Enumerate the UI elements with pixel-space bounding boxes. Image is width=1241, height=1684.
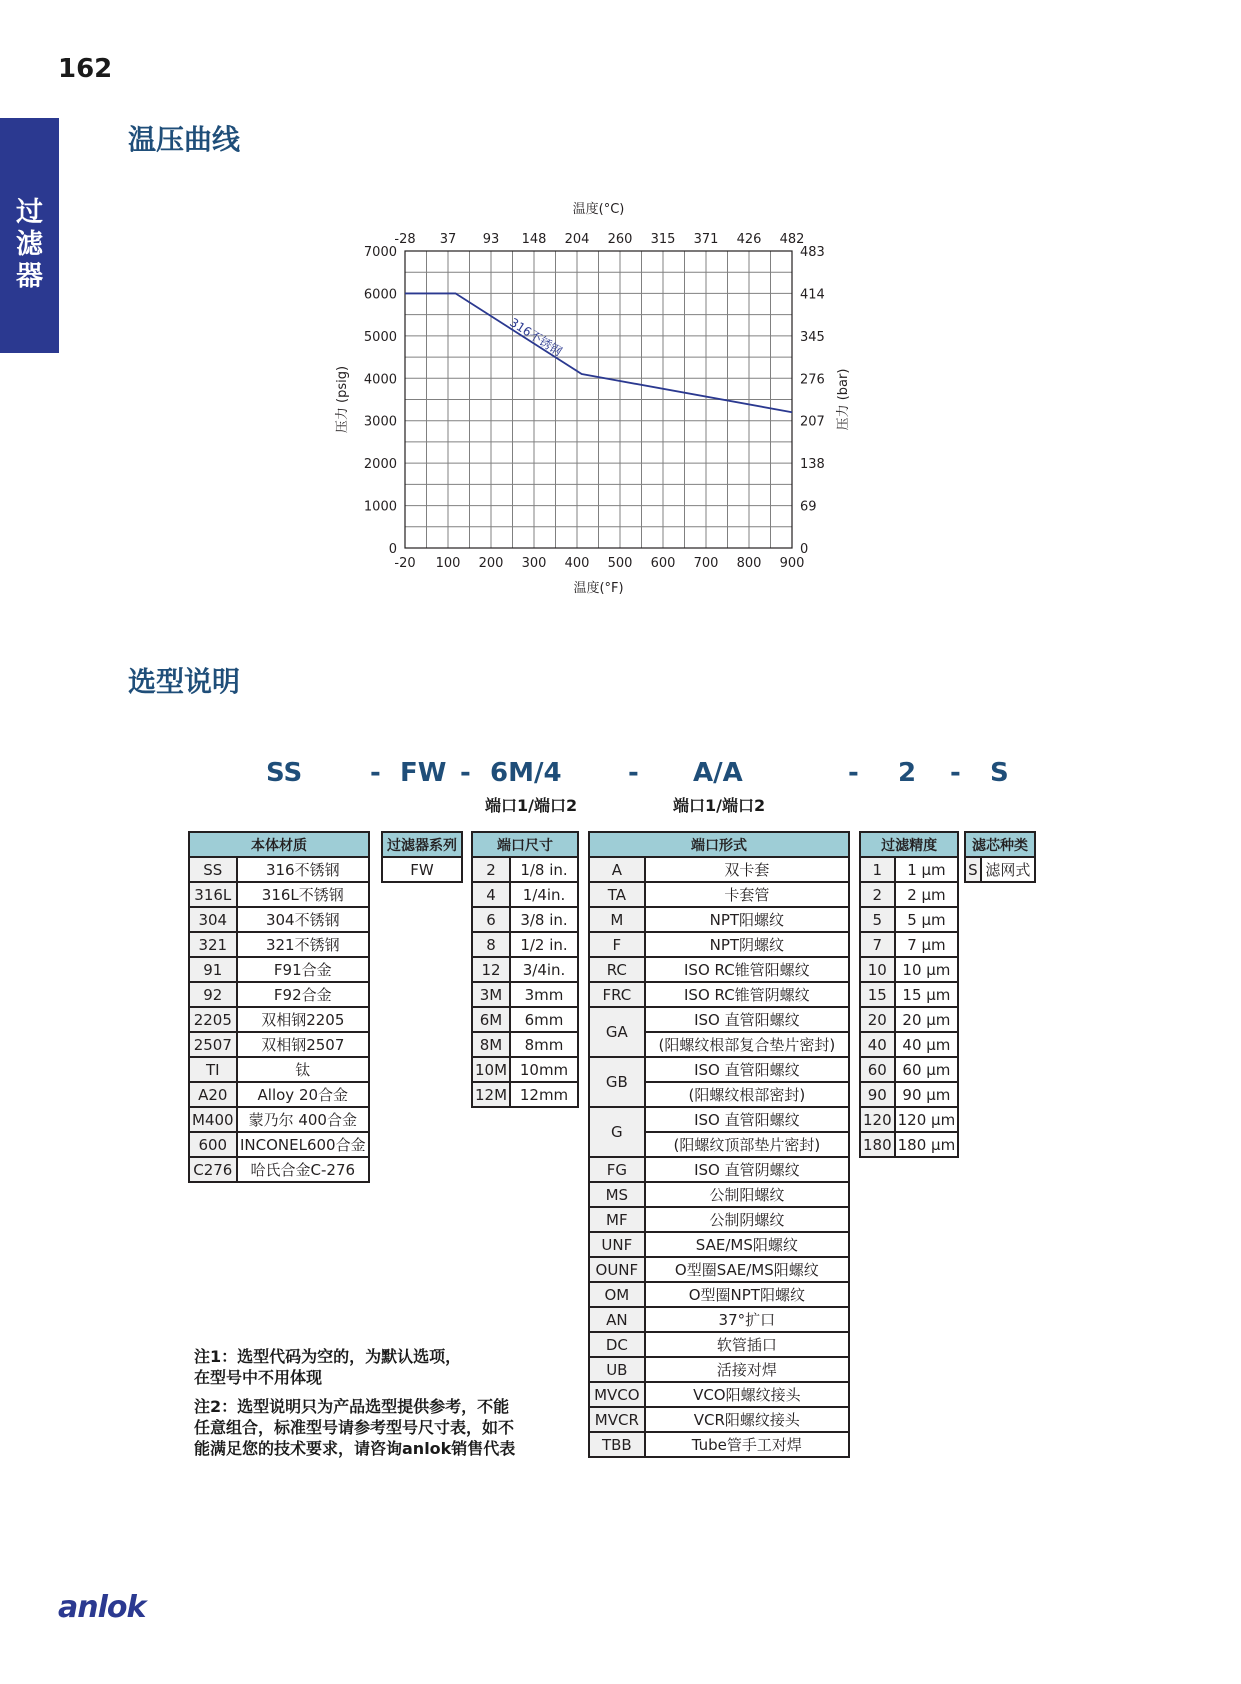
table-header-row: [382, 832, 462, 857]
desc-cell: INCONEL600合金: [237, 1132, 369, 1157]
table-row: [472, 857, 578, 882]
table-row: [965, 857, 1035, 882]
table-row: [189, 1057, 369, 1082]
table-row: [472, 957, 578, 982]
code-dash: -: [628, 758, 639, 788]
y-axis-title-left: 压力 (psig): [335, 365, 350, 434]
desc-cell: 公制阳螺纹: [645, 1182, 849, 1207]
table-row: [189, 1082, 369, 1107]
desc-cell: 3mm: [510, 982, 578, 1007]
table-row: [589, 982, 849, 1007]
code-cell: MS: [589, 1182, 645, 1207]
code-cell: MF: [589, 1207, 645, 1232]
code-cell: SS: [189, 857, 237, 882]
x-axis-title-bottom: 温度(°F): [573, 581, 624, 596]
desc-cell: ISO 直管阳螺纹: [645, 1007, 849, 1032]
desc-cell: SAE/MS阳螺纹: [645, 1232, 849, 1257]
desc-cell: 12mm: [510, 1082, 578, 1107]
table-row: [589, 1232, 849, 1257]
code-cell: 2: [860, 882, 895, 907]
desc-cell: 90 μm: [895, 1082, 959, 1107]
code-cell: 12: [472, 957, 510, 982]
note-2: [194, 1396, 574, 1459]
table-row: [860, 857, 958, 882]
x-tick-label-bottom: 500: [607, 556, 633, 571]
code-cell: 2205: [189, 1007, 237, 1032]
table-row: [589, 957, 849, 982]
x-tick-label-top: 482: [779, 232, 805, 247]
desc-cell: (阳螺纹顶部垫片密封): [645, 1132, 849, 1157]
table-row: [589, 932, 849, 957]
y-tick-label-right: 0: [800, 542, 809, 557]
code-cell: MVCO: [589, 1382, 645, 1407]
table-header: 端口形式: [589, 832, 849, 857]
table-header-row: [589, 832, 849, 857]
code-port-label: 端口1/端口2: [485, 796, 578, 815]
table-port-type: [588, 831, 850, 1458]
x-tick-label-bottom: 800: [736, 556, 762, 571]
table-header: 过滤器系列: [382, 832, 462, 857]
code-cell: 40: [860, 1032, 895, 1057]
code-cell: 10M: [472, 1057, 510, 1082]
series-label: 316不锈钢: [507, 315, 565, 359]
code-cell: TA: [589, 882, 645, 907]
table-row: [189, 1032, 369, 1057]
table-row: [189, 982, 369, 1007]
y-tick-label-right: 483: [800, 245, 825, 260]
code-port-type: A/A: [693, 758, 743, 788]
desc-cell: Alloy 20合金: [237, 1082, 369, 1107]
x-axis-title-top: 温度(°C): [572, 202, 625, 217]
desc-cell: 2 μm: [895, 882, 959, 907]
code-cell: 180: [860, 1132, 895, 1157]
pressure-temperature-chart: [320, 195, 860, 605]
y-tick-label-right: 345: [800, 329, 825, 345]
desc-cell: 活接对焊: [645, 1357, 849, 1382]
y-tick-label-left: 1000: [363, 499, 397, 515]
table-row: [589, 1207, 849, 1232]
desc-cell: 180 μm: [895, 1132, 959, 1157]
table-header-row: [189, 832, 369, 857]
table-row: [860, 1132, 958, 1157]
table-row: [860, 907, 958, 932]
code-cell: 6: [472, 907, 510, 932]
table-row: [589, 1407, 849, 1432]
code-cell: GA: [589, 1007, 645, 1057]
table-row: [589, 1057, 849, 1082]
code-cell: 1: [860, 857, 895, 882]
table-row: [589, 1282, 849, 1307]
code-port-label: 端口1/端口2: [673, 796, 766, 815]
x-tick-label-top: 371: [693, 232, 719, 247]
table-header-row: [472, 832, 578, 857]
y-tick-label-left: 3000: [363, 414, 397, 430]
code-cell: 92: [189, 982, 237, 1007]
side-tab-char: 器: [16, 261, 43, 292]
table-row: [860, 882, 958, 907]
code-cell: 5: [860, 907, 895, 932]
code-cell: 3M: [472, 982, 510, 1007]
desc-cell: VCR阳螺纹接头: [645, 1407, 849, 1432]
x-tick-label-bottom: -20: [394, 556, 416, 571]
table-row: [382, 857, 462, 882]
code-cell: 2: [472, 857, 510, 882]
code-dash: -: [370, 758, 381, 788]
desc-cell: 37°扩口: [645, 1307, 849, 1332]
desc-cell: 304不锈钢: [237, 907, 369, 932]
table-element-type: [964, 831, 1036, 883]
code-cell: TI: [189, 1057, 237, 1082]
table-row: [589, 1382, 849, 1407]
desc-cell: 软管插口: [645, 1332, 849, 1357]
desc-cell: 蒙乃尔 400合金: [237, 1107, 369, 1132]
desc-cell: 5 μm: [895, 907, 959, 932]
table-row: [189, 857, 369, 882]
desc-cell: 1/4in.: [510, 882, 578, 907]
desc-cell: 60 μm: [895, 1057, 959, 1082]
x-tick-label-top: 37: [439, 232, 457, 247]
code-size: 6M/4: [490, 758, 562, 788]
table-row: [589, 1432, 849, 1457]
table-row: [860, 957, 958, 982]
table-filter-series: [381, 831, 463, 883]
code-cell: GB: [589, 1057, 645, 1107]
desc-cell: 公制阴螺纹: [645, 1207, 849, 1232]
desc-cell: 40 μm: [895, 1032, 959, 1057]
desc-cell: NPT阴螺纹: [645, 932, 849, 957]
x-tick-label-bottom: 200: [478, 556, 504, 571]
code-cell: 316L: [189, 882, 237, 907]
code-cell: 8M: [472, 1032, 510, 1057]
y-tick-label-right: 414: [800, 287, 825, 303]
desc-cell: 滤网式: [981, 857, 1035, 882]
desc-cell: 1 μm: [895, 857, 959, 882]
y-tick-label-right: 207: [800, 414, 825, 430]
code-cell: G: [589, 1107, 645, 1157]
table-row: [589, 1357, 849, 1382]
desc-cell: 10mm: [510, 1057, 578, 1082]
code-dash: -: [848, 758, 859, 788]
code-cell: 60: [860, 1057, 895, 1082]
brand-logo: anlok: [58, 1590, 146, 1625]
table-row: [589, 1007, 849, 1032]
desc-cell: 120 μm: [895, 1107, 959, 1132]
table-filter-precision: [859, 831, 959, 1158]
desc-cell: 6mm: [510, 1007, 578, 1032]
table-row: [860, 1107, 958, 1132]
table-row: [589, 882, 849, 907]
desc-cell: 双相钢2507: [237, 1032, 369, 1057]
x-tick-label-top: 204: [564, 232, 590, 247]
y-tick-label-right: 138: [800, 457, 825, 473]
code-cell: 20: [860, 1007, 895, 1032]
x-tick-label-top: 426: [736, 232, 762, 247]
desc-cell: 316L不锈钢: [237, 882, 369, 907]
desc-cell: FW: [382, 857, 462, 882]
code-cell: OM: [589, 1282, 645, 1307]
table-row: [860, 1032, 958, 1057]
x-tick-label-top: 260: [607, 232, 633, 247]
desc-cell: 8mm: [510, 1032, 578, 1057]
code-cell: DC: [589, 1332, 645, 1357]
table-row: [189, 907, 369, 932]
y-tick-label-left: 5000: [363, 329, 397, 345]
code-cell: 10: [860, 957, 895, 982]
table-row: [189, 1157, 369, 1182]
x-tick-label-top: 148: [521, 232, 547, 247]
note-1: [194, 1346, 554, 1388]
desc-cell: ISO RC锥管阳螺纹: [645, 957, 849, 982]
side-tab-char: 滤: [16, 229, 43, 260]
desc-cell: 卡套管: [645, 882, 849, 907]
table-header: 本体材质: [189, 832, 369, 857]
y-axis-title-right: 压力 (bar): [836, 368, 851, 431]
x-tick-label-bottom: 600: [650, 556, 676, 571]
code-material: SS: [266, 758, 303, 788]
x-tick-label-top: 93: [482, 232, 500, 247]
desc-cell: 316不锈钢: [237, 857, 369, 882]
desc-cell: O型圈NPT阳螺纹: [645, 1282, 849, 1307]
y-tick-label-right: 69: [800, 499, 817, 515]
table-header: 端口尺寸: [472, 832, 578, 857]
table-row: [472, 982, 578, 1007]
table-row: [589, 1182, 849, 1207]
code-cell: 12M: [472, 1082, 510, 1107]
code-dash: -: [950, 758, 961, 788]
side-tab: [0, 118, 59, 353]
code-cell: 4: [472, 882, 510, 907]
x-tick-label-top: -28: [394, 232, 416, 247]
x-tick-label-bottom: 400: [564, 556, 590, 571]
code-cell: MVCR: [589, 1407, 645, 1432]
table-header-row: [965, 832, 1035, 857]
table-row: [860, 982, 958, 1007]
code-element: S: [990, 758, 1009, 788]
table-header: 滤芯种类: [965, 832, 1035, 857]
y-tick-label-left: 4000: [363, 372, 397, 388]
note-line: 注2：选型说明只为产品选型提供参考，不能: [194, 1397, 510, 1416]
y-tick-label-left: 2000: [363, 457, 397, 473]
code-cell: FRC: [589, 982, 645, 1007]
code-cell: S: [965, 857, 981, 882]
x-tick-label-bottom: 700: [693, 556, 719, 571]
code-cell: A: [589, 857, 645, 882]
desc-cell: ISO 直管阳螺纹: [645, 1057, 849, 1082]
desc-cell: F91合金: [237, 957, 369, 982]
code-cell: FG: [589, 1157, 645, 1182]
table-row: [589, 857, 849, 882]
table-row: [189, 882, 369, 907]
x-tick-label-bottom: 300: [521, 556, 547, 571]
section-title-selection: 选型说明: [128, 665, 241, 698]
desc-cell: 321不锈钢: [237, 932, 369, 957]
side-tab-char: 过: [16, 197, 43, 228]
x-tick-label-bottom: 100: [435, 556, 461, 571]
desc-cell: 1/2 in.: [510, 932, 578, 957]
page-number: 162: [58, 54, 113, 84]
desc-cell: 10 μm: [895, 957, 959, 982]
code-cell: RC: [589, 957, 645, 982]
desc-cell: 双相钢2205: [237, 1007, 369, 1032]
code-cell: 600: [189, 1132, 237, 1157]
table-row: [589, 1307, 849, 1332]
code-cell: TBB: [589, 1432, 645, 1457]
code-cell: 321: [189, 932, 237, 957]
table-row: [472, 1057, 578, 1082]
note-line: 在型号中不用体现: [194, 1368, 323, 1387]
y-tick-label-left: 6000: [363, 287, 397, 303]
table-row: [472, 1082, 578, 1107]
code-cell: 2507: [189, 1032, 237, 1057]
code-cell: F: [589, 932, 645, 957]
table-row: [189, 1107, 369, 1132]
code-cell: 120: [860, 1107, 895, 1132]
desc-cell: Tube管手工对焊: [645, 1432, 849, 1457]
table-row: [589, 1157, 849, 1182]
table-row: [860, 932, 958, 957]
code-dash: -: [460, 758, 471, 788]
table-row: [472, 1007, 578, 1032]
table-header-row: [860, 832, 958, 857]
table-row: [189, 957, 369, 982]
desc-cell: ISO 直管阴螺纹: [645, 1157, 849, 1182]
x-tick-label-top: 315: [650, 232, 676, 247]
table-row: [589, 907, 849, 932]
note-line: 能满足您的技术要求，请咨询anlok销售代表: [194, 1439, 516, 1458]
table-row: [589, 1257, 849, 1282]
section-title-curve: 温压曲线: [128, 123, 241, 156]
code-series: FW: [400, 758, 447, 788]
desc-cell: ISO 直管阳螺纹: [645, 1107, 849, 1132]
code-cell: M400: [189, 1107, 237, 1132]
desc-cell: 1/8 in.: [510, 857, 578, 882]
table-row: [189, 1132, 369, 1157]
table-row: [860, 1057, 958, 1082]
table-row: [189, 932, 369, 957]
table-row: [472, 932, 578, 957]
desc-cell: ISO RC锥管阴螺纹: [645, 982, 849, 1007]
code-cell: A20: [189, 1082, 237, 1107]
desc-cell: 哈氏合金C-276: [237, 1157, 369, 1182]
table-row: [589, 1332, 849, 1357]
table-row: [472, 907, 578, 932]
desc-cell: 3/8 in.: [510, 907, 578, 932]
desc-cell: NPT阳螺纹: [645, 907, 849, 932]
desc-cell: 7 μm: [895, 932, 959, 957]
desc-cell: F92合金: [237, 982, 369, 1007]
table-row: [189, 1007, 369, 1032]
table-body-material: [188, 831, 370, 1183]
desc-cell: (阳螺纹根部复合垫片密封): [645, 1032, 849, 1057]
y-tick-label-left: 7000: [363, 245, 397, 260]
code-cell: 6M: [472, 1007, 510, 1032]
y-tick-label-right: 276: [800, 372, 825, 388]
table-port-size: [471, 831, 579, 1108]
code-cell: OUNF: [589, 1257, 645, 1282]
desc-cell: 双卡套: [645, 857, 849, 882]
desc-cell: (阳螺纹根部密封): [645, 1082, 849, 1107]
code-cell: UNF: [589, 1232, 645, 1257]
code-cell: 90: [860, 1082, 895, 1107]
code-cell: 8: [472, 932, 510, 957]
code-cell: UB: [589, 1357, 645, 1382]
table-row: [472, 1032, 578, 1057]
y-tick-label-left: 0: [388, 542, 397, 557]
desc-cell: 20 μm: [895, 1007, 959, 1032]
desc-cell: 15 μm: [895, 982, 959, 1007]
desc-cell: VCO阳螺纹接头: [645, 1382, 849, 1407]
table-row: [860, 1007, 958, 1032]
code-cell: 304: [189, 907, 237, 932]
note-line: 任意组合，标准型号请参考型号尺寸表，如不: [194, 1418, 515, 1437]
code-cell: 7: [860, 932, 895, 957]
desc-cell: 钛: [237, 1057, 369, 1082]
code-cell: M: [589, 907, 645, 932]
desc-cell: 3/4in.: [510, 957, 578, 982]
code-precision: 2: [898, 758, 917, 788]
code-cell: 15: [860, 982, 895, 1007]
desc-cell: O型圈SAE/MS阳螺纹: [645, 1257, 849, 1282]
code-cell: AN: [589, 1307, 645, 1332]
code-cell: 91: [189, 957, 237, 982]
table-row: [860, 1082, 958, 1107]
table-header: 过滤精度: [860, 832, 958, 857]
note-line: 注1：选型代码为空的，为默认选项，: [194, 1347, 462, 1366]
code-cell: C276: [189, 1157, 237, 1182]
table-row: [589, 1107, 849, 1132]
table-row: [472, 882, 578, 907]
x-tick-label-bottom: 900: [779, 556, 805, 571]
